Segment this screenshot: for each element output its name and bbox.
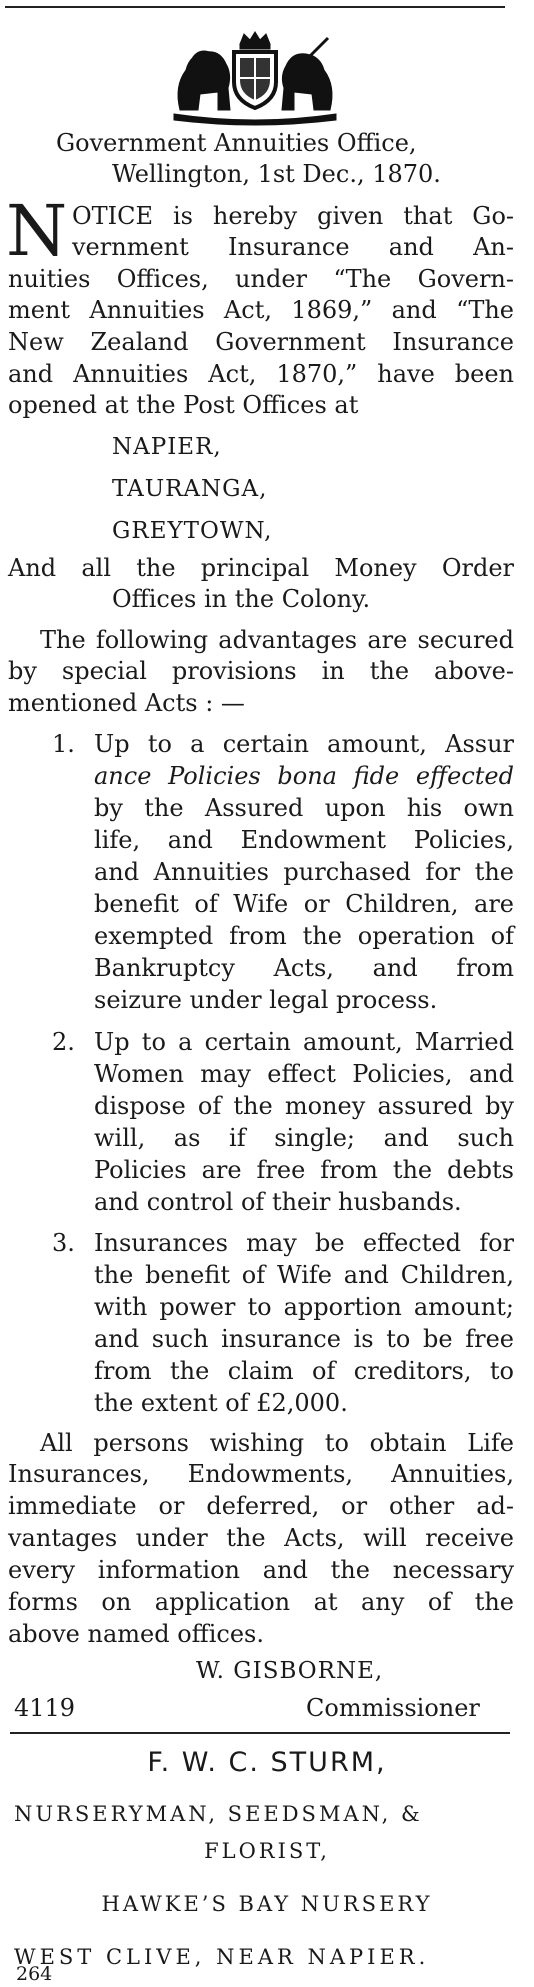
nursery-name: HAWKE’S BAY NURSERY	[101, 1892, 433, 1916]
body-line: ment Annuities Act, 1869,” and “The	[8, 296, 514, 324]
town-name: NAPIER,	[112, 434, 222, 460]
closing-line: immediate or deferred, or other ad-	[8, 1492, 514, 1520]
body-line: and Annuities Act, 1870,” have been	[8, 360, 514, 388]
item-line: Policies are free from the debts	[94, 1156, 514, 1184]
town-name: GREYTOWN,	[112, 518, 273, 544]
royal-coat-of-arms-icon	[160, 30, 350, 126]
closing-line: vantages under the Acts, will receive	[8, 1524, 514, 1552]
body-line: OTICE is hereby given that Go-	[72, 202, 514, 230]
closing-line: every information and the necessary	[8, 1556, 514, 1584]
item-line: Women may effect Policies, and	[94, 1060, 514, 1088]
section-rule	[10, 1732, 510, 1734]
notice-header-line2: Wellington, 1st Dec., 1870.	[112, 160, 441, 188]
top-rule	[5, 6, 505, 8]
item-line: Up to a certain amount, Assur	[94, 730, 514, 758]
advantages-line: mentioned Acts : —	[8, 689, 245, 717]
advantages-line: by special provisions in the above-	[8, 657, 514, 685]
item-line: Up to a certain amount, Married	[94, 1028, 514, 1056]
item-line: and such insurance is to be free	[94, 1325, 514, 1353]
item-line: seizure under legal process.	[94, 986, 438, 1014]
signature-name: W. GISBORNE,	[196, 1658, 384, 1684]
location-line: WEST CLIVE, NEAR NAPIER.	[14, 1945, 430, 1969]
advertiser-name: F. W. C. STURM,	[147, 1747, 387, 1778]
item-line: from the claim of creditors, to	[94, 1357, 514, 1385]
item-line: benefit of Wife or Children, are	[94, 890, 514, 918]
item-line: and control of their husbands.	[94, 1188, 462, 1216]
item-line: and Annuities purchased for the	[94, 858, 514, 886]
item-line: ance Policies bona fide effected	[94, 762, 514, 790]
body-line: vernment Insurance and An-	[72, 233, 514, 261]
item-line: dispose of the money assured by	[94, 1092, 514, 1120]
and-all-line: And all the principal Money Order	[8, 554, 514, 582]
trade-line: FLORIST,	[204, 1839, 330, 1863]
item-line: the extent of £2,000.	[94, 1389, 348, 1417]
item-line: exempted from the operation of	[94, 922, 514, 950]
ad-number: 264	[16, 1963, 53, 1985]
closing-line: Insurances, Endowments, Annuities,	[8, 1460, 514, 1488]
item-number: 2.	[52, 1028, 75, 1056]
item-line: Insurances may be effected for	[94, 1229, 514, 1257]
ad-number: 4119	[14, 1694, 76, 1722]
notice-header-line1: Government Annuities Office,	[56, 129, 417, 157]
trade-line: NURSERYMAN, SEEDSMAN, &	[14, 1802, 423, 1826]
closing-line: forms on application at any of the	[8, 1588, 514, 1616]
body-line: New Zealand Government Insurance	[8, 328, 514, 356]
item-line: with power to apportion amount;	[94, 1293, 514, 1321]
item-line: the benefit of Wife and Children,	[94, 1261, 514, 1289]
town-name: TAURANGA,	[112, 476, 268, 502]
advantages-line: The following advantages are secured	[40, 626, 514, 654]
signature-title: Commissioner	[306, 1694, 480, 1722]
item-line: life, and Endowment Policies,	[94, 826, 514, 854]
closing-line: above named offices.	[8, 1620, 264, 1648]
item-line: by the Assured upon his own	[94, 794, 514, 822]
item-number: 1.	[52, 730, 75, 758]
body-line: nuities Offices, under “The Govern-	[8, 265, 514, 293]
body-line: opened at the Post Offices at	[8, 391, 359, 419]
drop-cap: N	[6, 190, 68, 272]
item-number: 3.	[52, 1229, 75, 1257]
closing-line: All persons wishing to obtain Life	[40, 1429, 514, 1457]
item-line: Bankruptcy Acts, and from	[94, 954, 514, 982]
and-all-line: Offices in the Colony.	[112, 585, 371, 613]
item-line: will, as if single; and such	[94, 1124, 514, 1152]
